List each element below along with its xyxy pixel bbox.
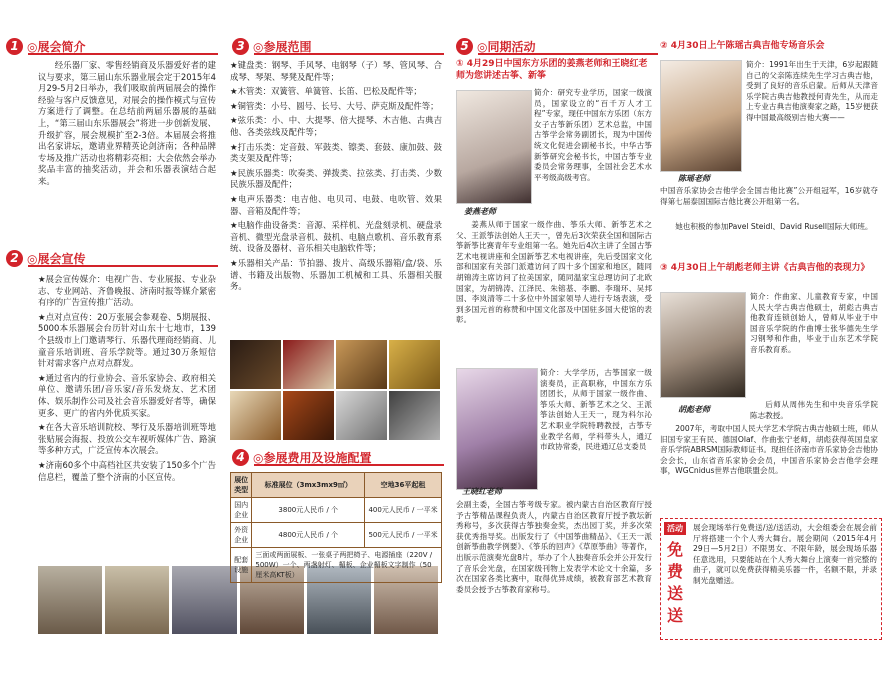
expo-photo [105,566,169,634]
intro-paragraph: 经乐器厂家、零售经销商及乐器爱好者的建议与要求，第三届山东乐器业展会定于2015年4月29-5月2日举办，我们吸取前两届展会的操作经验与客户反馈意见，对展会的操作模式与宣传方案进行了调整。在总结前两届乐器展的基础上，“第三届山东乐器展会”将进一步创新发展、升级扩容，展会规模扩至2-3倍。本届展会将推出名家讲坛，邀请业界精英论剑济南；各种品牌专场及推广活动也将精彩亮相；大会依然会举办奖品丰富的抽奖活动，并会和乐器表演结合起来。 [38,60,216,186]
section-title: ◎展会简介 [27,39,86,54]
free-giveaway-box [660,518,882,640]
divider [28,53,218,55]
scope-list [230,60,442,296]
table-cell: 4800元人民币 / 个 [252,523,365,548]
section-header-scope [232,37,311,55]
jiang-yan-photo [456,90,532,204]
table-row [231,523,442,548]
free-giveaway-text: 展会现场举行免费送/送/送活动，大会组委会在展会前厅将搭建一个个人秀大舞台。展会期间（2015年4月29日—5月2日）不限男女、不限年龄，展会现场乐器任意选用，只要能站在个人秀大舞台上演奏一首完整的曲子，就可以免费获得精美乐器一件，名额不限，并录制光盘赠送。 [693,523,877,585]
scope-item: ★打击乐类：定音鼓、军鼓类、镲类、套鼓、康加鼓、鼓类支架及配件等； [230,141,442,164]
drum-kit-photo [389,391,440,440]
free-giveaway-tag: 活动 [664,522,686,535]
activity-title: ① 4月29日中国东方乐团的姜燕老师和王晓红老师为您讲述古筝、新筝 [456,59,648,81]
table-row [231,548,442,583]
promo-item: ★点对点宣传：20万张展会参观卷、5期展报、5000本乐器展会台历针对山东十七地市，139个县级市上门邀请琴行、乐器代理商经销商、儿童音乐培训班、音乐学院等。通过30万条短信针对需求客户点对点群发。 [38,311,216,369]
accordion-photo [283,340,334,389]
hu-biao-bio: 简介：作曲家、儿童教育专家，中国人民大学古典吉他硕士，胡彪古典吉他教育连锁创始人，曾师从毕业于中国音乐学院的作曲博士张华德先生学习钢琴和作曲，毕业于山东艺术学院音乐教育系。 [750,292,878,354]
hu-biao-signature: 胡彪老师 [678,405,710,414]
section-header-fees [232,448,371,466]
jiang-yan-signature: 姜燕老师 [464,207,496,216]
scope-item: ★木管类：双簧管、单簧管、长笛、巴松及配件等； [230,86,422,97]
table-header: 展位类型 [231,473,252,498]
hu-biao-more: 后师从周伟先生和中央音乐学院陈志教授。 [750,400,878,420]
promo-item: ★展会宣传媒介：电视广告、专业展报、专业杂志、专业网站、齐鲁晚报、济南时报等媒介紧密有序的广告宣传推广活动。 [38,274,216,308]
table-cell: 三面或两面展板、一张桌子两把椅子、电源插座（220V / 500W）一个、两盏射灯、楣板、企业楣板文字制作（50厘米高KT板） [252,548,442,583]
column-activities [450,0,654,673]
section-number: 5 [456,38,473,55]
column-activities-2 [656,0,885,673]
scope-item: ★电声乐器类：电吉他、电贝司、电鼓、电吹管、效果器、音箱及配件等； [230,193,442,216]
chen-yao-photo [660,60,742,172]
scope-item: ★乐器相关产品：节拍器、拨片、高级乐器箱/盒/袋、乐谱、书籍及出版物、乐器加工机械和工具、乐器相关服务。 [230,257,442,292]
table-header: 标准展位（3mx3mx9㎡） [252,473,365,498]
divider [254,53,444,55]
table-header-row [231,473,442,498]
section-header-activities [456,37,535,55]
table-cell: 配套设施 [231,548,252,583]
chen-yao-bio: 简介：1991年出生于天津，6岁起跟随自己的父亲陈连续先生学习古典吉他，受到了良好的音乐启蒙。后师从天津音乐学院古典吉他教授何青先生，从而走上专业古典吉他演奏家之路，15岁便获得中国最高级别吉他大赛—— [746,60,878,122]
jiang-yan-more: 姜燕从师于国家一级作曲、筝乐大师、新筝艺术之父、王派筝法创始人王天一，曾先后3次荣获全国和国际古筝新筝比赛青年专业组第一名。她先后4次主讲了全国古筝艺术电视讲座和全国新筝艺术电视讲座，先后受国家文化部和国家有关部门派遣访问了四十多个国家和地区，随同胡锦涛主席访问了拉美国家，随同温家宝总理访问了北欧国家，为胡锦涛、江泽民、朱镕基、李鹏、李瑞环、吴邦国、李岚清等二十多位中外国家领导人进行专场表演，受到多国元首的称赞和中国文化部及中国驻多国大使馆的表彰。 [456,220,652,325]
free-giveaway-headline: 免费送送 [667,540,684,625]
wang-xiaohong-more: 会副主委，全国古筝考级专家。被内蒙古自治区教育厅授予古筝精品课程负责人，内蒙古自治区教育厅授予教坛新秀称号，多次获得古筝独奏金奖，杰出园丁奖，并多次荣获优秀指导奖。出版发行了《中国筝曲精品》、《王天一派创新筝曲教学例要》、《筝乐的回声》《草原筝曲》等著作，出版示范演奏光盘8片，举办了个人独奏音乐会并公开发行了音乐会光盘，在国家级刊物上发表学术论文十余篇，多次在国家各类比赛中，取得优异成绩，被教育部艺术教育委员会授予古筝教育家称号。 [456,500,652,594]
promo-item: ★在各大音乐培训院校、琴行及乐器培训班等地张贴展会海报、投放公交车视听媒体广告、路演等多种方式，广泛宣传本次展会。 [38,422,216,456]
chen-yao-more: 中国音乐家协会吉他学会全国吉他比赛”公开组冠军，16岁就夺得第七届泰国国际吉他比赛公开组第一名。 [660,186,878,206]
promo-list [38,274,216,486]
activity-title: ③ 4月30日上午胡彪老师主讲《古典吉他的表现力》 [660,263,870,273]
scope-item: ★弦乐类：小、中、大提琴、倍大提琴、木吉他、古典吉他、各类弦线及配件等； [230,115,442,137]
brass-photo [389,340,440,389]
section-number: 4 [232,449,249,466]
table-cell: 3800元人民币 / 个 [252,498,365,523]
table-cell: 400元人民币 / 一平米 [365,498,442,523]
wang-xiaohong-photo [456,368,538,490]
divider [28,265,218,267]
expo-photo [38,566,102,634]
table-cell: 500元人民币 / 一平米 [365,523,442,548]
section-header-intro [6,37,85,55]
column-scope [226,0,444,673]
table-row [231,498,442,523]
violin-photo [283,391,334,440]
activity-title: ② 4月30日上午陈瑶古典吉他专场音乐会 [660,41,825,51]
guitar-photo [336,340,387,389]
piano-photo [230,340,281,389]
scope-item: ★民族乐器类：吹奏类、弹拨类、拉弦类、打击类、少数民族乐器及配件； [230,167,442,190]
chen-yao-signature: 陈瑶老师 [678,174,710,183]
instrument-photos [230,340,440,440]
wang-xiaohong-signature: 王晓红老师 [462,487,502,496]
divider [254,464,444,466]
section-number: 2 [6,250,23,267]
pipa-photo [230,391,281,440]
section-number: 1 [6,38,23,55]
scope-item: ★铜管类：小号、圆号、长号、大号、萨克斯及配件等； [230,100,439,111]
section-header-promo [6,249,85,267]
section-title: ◎参展范围 [253,39,312,54]
divider [478,53,658,55]
promo-item: ★通过省内的行业协会、音乐家协会、政府相关单位、邀请乐团/音乐家/音乐发烧友、艺术团体、娱乐制作公司及社会音乐器爱好者等，确保更多、更广的省内外优质买家。 [38,372,216,418]
intro-text [38,60,216,191]
promo-item: ★济南60多个中高档社区共安装了150多个广告信息栏，覆盖了整个济南的小区宣传。 [38,459,216,482]
section-number: 3 [232,38,249,55]
column-intro [0,0,222,673]
flute-photo [336,391,387,440]
hu-biao-photo [660,292,746,398]
section-title: ◎参展费用及设施配置 [253,450,372,465]
table-cell: 外资企业 [231,523,252,548]
scope-item: ★电脑作曲设备类：音源、采样机、光盘刻录机、硬盘录音机、微型光盘录音机、鼓机、电脑点歌机、音乐教育系统、设备及器材、音乐相关电脑软件等； [230,220,442,254]
section-title: ◎同期活动 [477,39,536,54]
section-title: ◎展会宣传 [27,251,86,266]
hu-biao-more-2: 2007年，考取中国人民大学艺术学院古典吉他硕士班，师从旧国专家王有民、德国Olaf、作曲张宁老师，胡彪获得英国皇家音乐学院ABRSM国际教师证书。现担任济南市音乐家协会吉他协会会长，山东省音乐家协会会员，中国音乐家协会吉他学会理事，WGCnidus世界吉他联盟会员。 [660,424,878,476]
scope-item: ★键盘类：钢琴、手风琴、电钢琴（子）琴、管风琴、合成琴、琴架、琴凳及配件等； [230,60,442,82]
jiang-yan-bio: 简介：研究专业学历，国家一级演员，国家设立的“百千万人才工程”专家，现任中国东方乐团（东方女子古筝新乐团）艺术总监，中国古筝学会常务副团长，现为中国传统文化促进会副秘书长，中华古筝新筝研究会秘书长，中国古筝专业委员会常务理事，全国社会艺术水平考级高级考官。 [534,88,652,182]
table-cell: 国内企业 [231,498,252,523]
table-header: 空地36平起租 [365,473,442,498]
wang-xiaohong-bio: 简介：大学学历，古筝国家一级演奏员，正高职称，中国东方乐团团长，从师于国家一级作曲、筝乐大师、新筝艺术之父、王派筝法创始人王天一，现为科尔沁艺术职业学院特聘教授，古筝专业教学名师，学科带头人，通辽市政协常委，民进通辽总支委员 [540,368,652,452]
chen-yao-more-2: 她也积极的参加Pavel Steidl、David Rusell国际大师班。 [675,222,873,231]
fee-table [230,472,442,583]
